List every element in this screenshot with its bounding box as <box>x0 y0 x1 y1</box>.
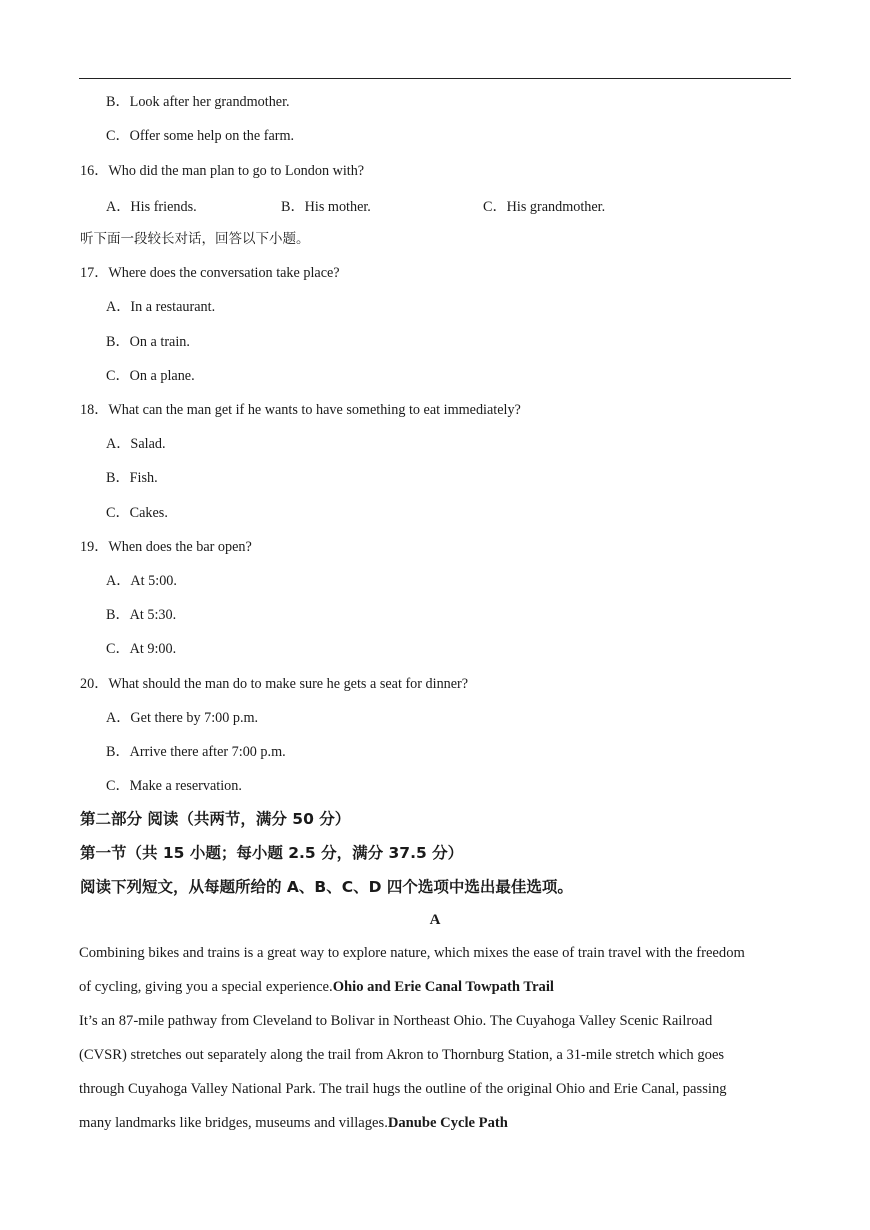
q20-question: 20．What should the man do to make sure he gets a seat for dinner? <box>80 676 469 692</box>
q15-option-c: C．Offer some help on the farm. <box>106 128 295 144</box>
passage-line-1: Combining bikes and trains is a great way to explore nature, which mixes the ease of train travel with the freedom <box>79 945 745 961</box>
q19-option-c: C．At 9:00. <box>106 641 177 657</box>
section2-instruction: 阅读下列短文，从每题所给的 A、B、C、D 四个选项中选出最佳选项。 <box>80 878 573 896</box>
q20-option-a: A．Get there by 7:00 p.m. <box>106 710 259 726</box>
q19-question: 19．When does the bar open? <box>80 539 252 555</box>
passage-line-2 <box>79 978 791 996</box>
q18-question: 18．What can the man get if he wants to have something to eat immediately? <box>80 402 521 418</box>
heading-towpath-trail: Ohio and Erie Canal Towpath Trail <box>332 979 554 995</box>
passage-line-5: through Cuyahoga Valley National Park. The trail hugs the outline of the original Ohio and Erie Canal, passing <box>79 1081 727 1097</box>
q15-option-b: B．Look after her grandmother. <box>106 94 290 110</box>
passage-line-3: It’s an 87-mile pathway from Cleveland to Bolivar in Northeast Ohio. The Cuyahoga Valley Scenic Railroad <box>79 1013 713 1029</box>
passage-line-6 <box>79 1114 791 1132</box>
q19-option-a: A．At 5:00. <box>106 573 177 589</box>
q16-options <box>0 196 870 216</box>
q16-option-a: A．His friends. <box>106 199 197 215</box>
section2-part-title: 第二部分 阅读（共两节，满分 50 分） <box>80 810 351 828</box>
section2-sub-title: 第一节（共 15 小题；每小题 2.5 分，满分 37.5 分） <box>80 844 464 862</box>
heading-danube-cycle-path: Danube Cycle Path <box>387 1115 508 1131</box>
q17-option-a: A．In a restaurant. <box>106 299 216 315</box>
q16-question: 16．Who did the man plan to go to London with? <box>80 163 365 179</box>
passage-line-2-text: of cycling, giving you a special experience. <box>79 979 333 995</box>
q18-option-b: B．Fish. <box>106 470 158 486</box>
q18-option-a: A．Salad. <box>106 436 166 452</box>
passage-line-4: (CVSR) stretches out separately along the trail from Akron to Thornburg Station, a 31-mile stretch which goes <box>79 1047 725 1063</box>
long-dialogue-instruction: 听下面一段较长对话，回答以下小题。 <box>80 231 310 247</box>
q16-option-b: B．His mother. <box>281 199 371 215</box>
q17-option-c: C．On a plane. <box>106 368 195 384</box>
q18-option-c: C．Cakes. <box>106 505 168 521</box>
q16-option-c: C．His grandmother. <box>483 199 606 215</box>
q19-option-b: B．At 5:30. <box>106 607 177 623</box>
q17-question: 17．Where does the conversation take place? <box>80 265 340 281</box>
passage-line-6-text: many landmarks like bridges, museums and villages. <box>79 1115 388 1131</box>
header-rule <box>79 78 791 79</box>
q20-option-b: B．Arrive there after 7:00 p.m. <box>106 744 286 760</box>
q17-option-b: B．On a train. <box>106 334 190 350</box>
q20-option-c: C．Make a reservation. <box>106 778 242 794</box>
passage-label: A <box>429 912 441 928</box>
